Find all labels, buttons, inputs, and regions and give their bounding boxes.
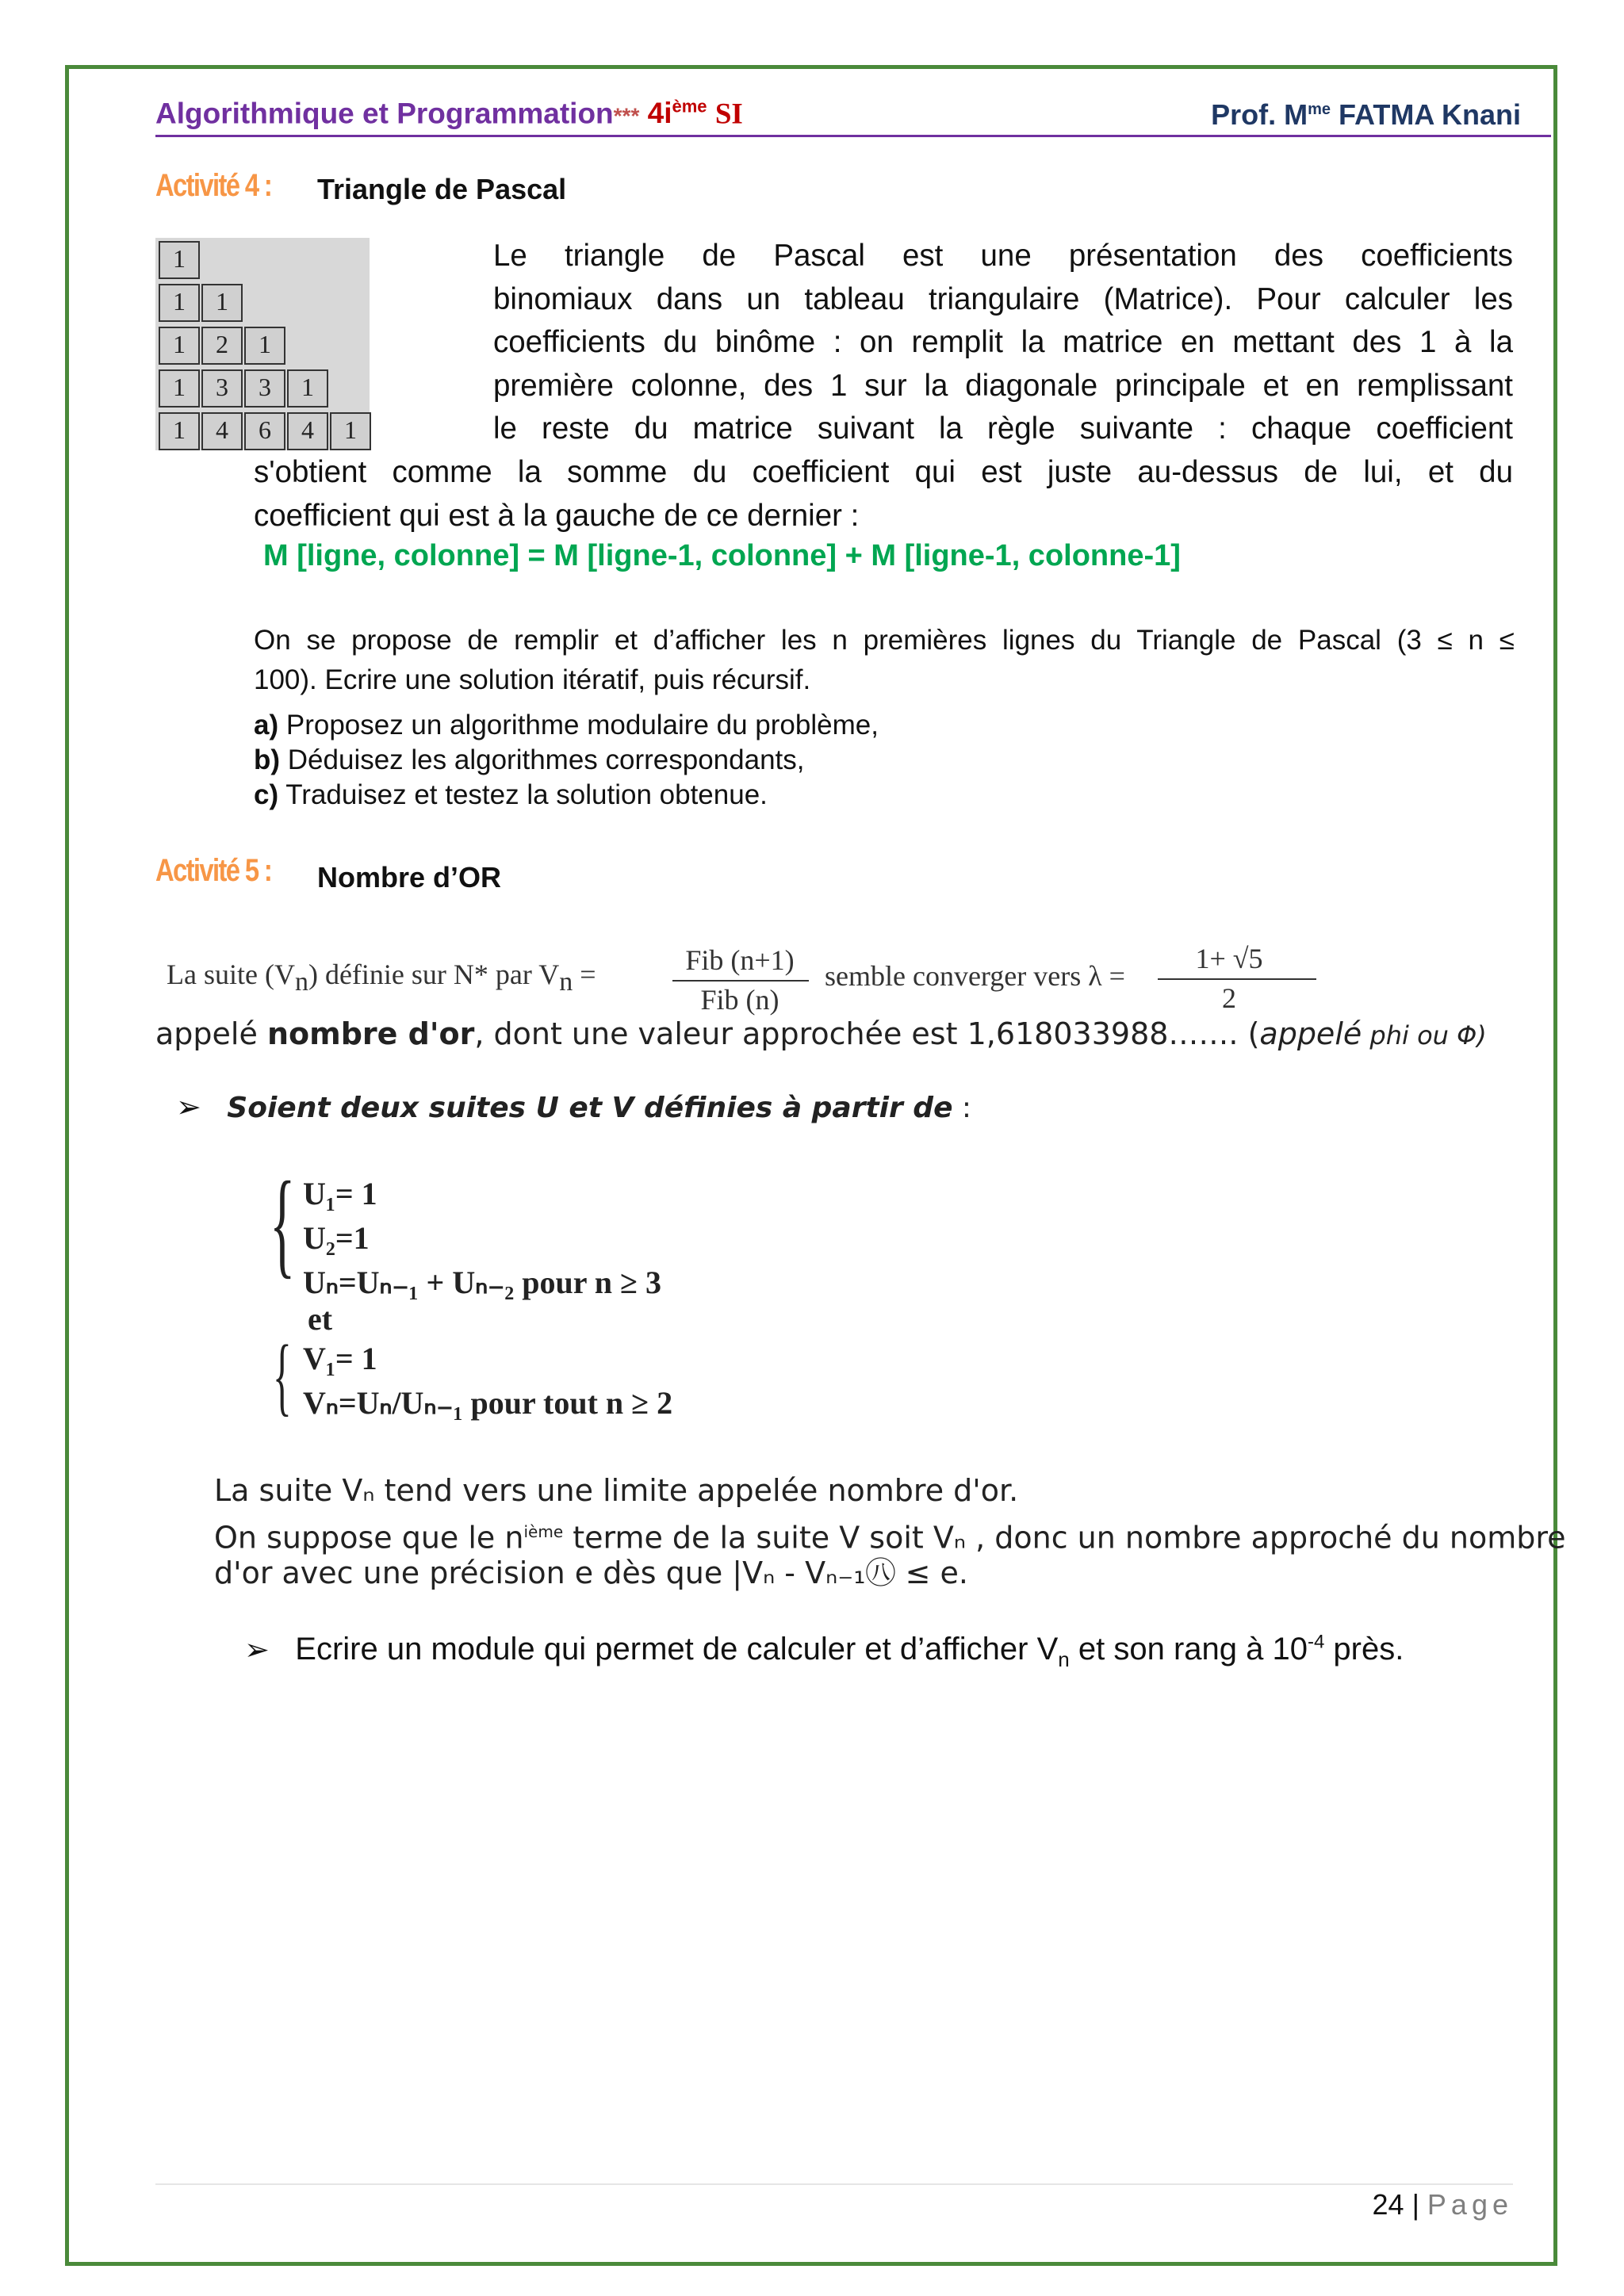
- pascal-cell: 4: [287, 412, 328, 450]
- page-number: 24: [1372, 2188, 1404, 2221]
- pascal-cell: 1: [287, 369, 328, 408]
- activite5-label: Activité 5 :: [155, 853, 272, 888]
- page-word: Page: [1427, 2188, 1513, 2221]
- frac1-bar: [672, 980, 809, 982]
- system-v: V₁= 1 Vₙ=Uₙ/Uₙ₋₁ pour tout n ≥ 2: [303, 1341, 673, 1421]
- pascal-cell: 1: [159, 284, 200, 322]
- activite5-title: Nombre d’OR: [317, 861, 502, 894]
- page-footer: 24 | Page: [1372, 2188, 1513, 2221]
- golden-description: appelé nombre d'or, dont une valeur approchée est 1,618033988……. (appelé phi ou Φ): [155, 1016, 1487, 1051]
- activite5-heading: [155, 853, 297, 889]
- para-line: s'obtient comme la somme du coefficient qui est juste au-dessus de lui, et du: [254, 455, 1513, 489]
- system-u: U₁= 1 U₂=1 Uₙ=Uₙ₋₁ + Uₙ₋₂ pour n ≥ 3: [303, 1176, 661, 1300]
- activite4-para-b: [254, 451, 1513, 538]
- frac2-num: 1+ √5: [1195, 943, 1263, 974]
- golden-formula-left: La suite $(V_n)$ définie sur N* par $V_n$ =: [167, 959, 596, 997]
- pascal-triangle-image: [155, 238, 370, 450]
- section: SI: [714, 98, 743, 131]
- brace-v-icon: {: [273, 1327, 292, 1424]
- activite4-items: [254, 708, 879, 813]
- footer-divider: [155, 2183, 1513, 2185]
- pascal-cell: 1: [159, 241, 200, 279]
- level: $4i^{ème}$: [647, 97, 707, 130]
- task-bullet: ➢ Ecrire un module qui permet de calculer et d’afficher $V_n$ et son rang à $10^{-4}$ près.: [244, 1632, 1404, 1672]
- limit-line: La suite Vₙ tend vers une limite appelée nombre d'or.: [214, 1473, 1019, 1508]
- golden-converge: semble converger vers λ =: [825, 960, 1125, 992]
- suppose-line: On suppose que le $n^{ième}$ terme de la suite V soit Vₙ , donc un nombre approché du nombre: [214, 1520, 1566, 1556]
- frac1-num: Fib (n+1): [685, 944, 795, 976]
- pascal-cell: 1: [201, 284, 243, 322]
- brace-u-icon: {: [270, 1158, 296, 1289]
- pascal-cell: 1: [159, 369, 200, 408]
- frac2-den: 2: [1222, 982, 1236, 1014]
- para-line: coefficients du binôme : on remplit la matrice en mettant des 1 à la: [493, 325, 1513, 359]
- frac1-den: Fib (n): [700, 984, 779, 1016]
- pascal-formula: M [ligne, colonne] = M [ligne-1, colonne] + M [ligne-1, colonne-1]: [263, 539, 1181, 572]
- activite4-heading: [155, 168, 297, 204]
- para-line: le reste du matrice suivant la règle suivante : chaque coefficient: [493, 411, 1513, 446]
- para-line: première colonne, des 1 sur la diagonale principale et en remplissant: [493, 368, 1513, 403]
- para-line: coefficient qui est à la gauche de ce dernier :: [254, 498, 860, 533]
- pascal-cell: 2: [201, 327, 243, 365]
- activite4-task: On se propose de remplir et d’afficher les n premières lignes du Triangle de Pascal (3 ≤ n ≤ 100). Ecrire une solution itératif, puis récursif.: [254, 625, 1515, 695]
- activite4-title: Triangle de Pascal: [317, 173, 567, 205]
- para-line: Le triangle de Pascal est une présentation des coefficients: [493, 239, 1513, 273]
- course-name: Algorithmique et Programmation: [155, 97, 614, 130]
- precision-line: d'or avec une précision e dès que |Vₙ - Vₙ₋₁㊇ ≤ e.: [214, 1556, 968, 1590]
- pascal-cell: 1: [159, 412, 200, 450]
- list-item: a) Proposez un algorithme modulaire du problème,: [254, 710, 879, 740]
- bullet-suites: ➢ Soient deux suites U et V définies à partir de :: [176, 1091, 972, 1124]
- pascal-cell: 3: [201, 369, 243, 408]
- et-label: et: [308, 1301, 333, 1337]
- arrow-bullet-icon: ➢: [176, 1091, 201, 1124]
- header-prof: Prof. $M^{me}$ FATMA Knani: [1211, 98, 1521, 131]
- pascal-cell: 6: [244, 412, 285, 450]
- header-divider: [155, 135, 1551, 137]
- list-item: b) Déduisez les algorithmes correspondants,: [254, 744, 805, 775]
- activite4-para-a: [493, 235, 1513, 451]
- pascal-cell: 1: [159, 327, 200, 365]
- list-item: c) Traduisez et testez la solution obtenue.: [254, 779, 768, 810]
- frac2-bar: [1158, 978, 1316, 980]
- arrow-bullet-icon: ➢: [244, 1633, 270, 1667]
- pascal-cell: 4: [201, 412, 243, 450]
- activite4-label: Activité 4 :: [155, 168, 272, 203]
- para-line: binomiaux dans un tableau triangulaire (Matrice). Pour calculer les: [493, 281, 1513, 316]
- pascal-cell: 1: [244, 327, 285, 365]
- pascal-cell: 3: [244, 369, 285, 408]
- header-course-title: [155, 97, 743, 131]
- stars: ***: [613, 103, 640, 128]
- pascal-cell: 1: [330, 412, 371, 450]
